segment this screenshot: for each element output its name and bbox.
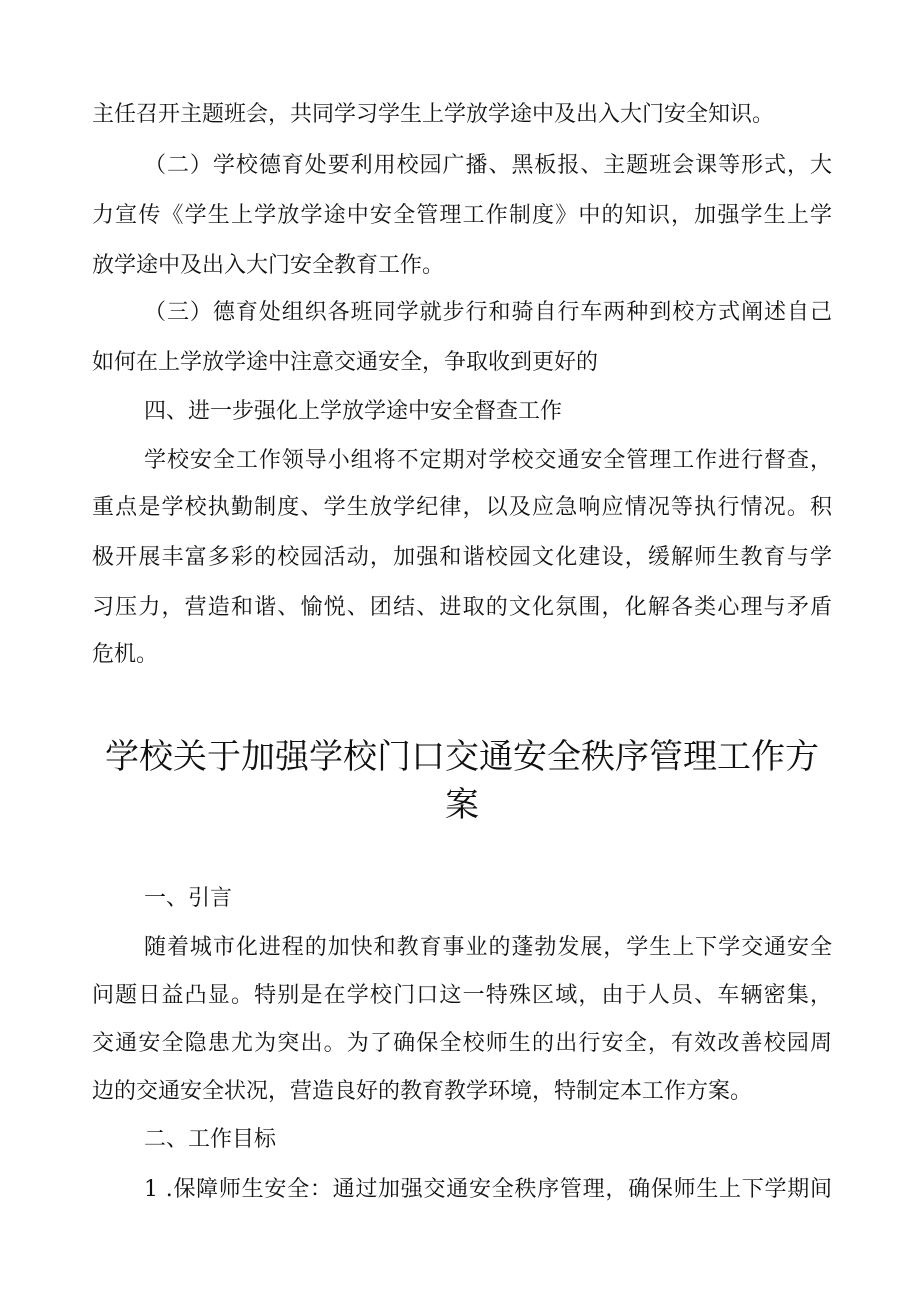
paragraph-line: 极开展丰富多彩的校园活动，加强和谐校园文化建设，缓解师生教育与学 (92, 545, 832, 570)
paragraph-line: 交通安全隐患尤为突出。为了确保全校师生的出行安全，有效改善校园周 (92, 1031, 832, 1056)
document-title-continued: 案 (445, 785, 479, 825)
paragraph-line: 1 .保障师生安全：通过加强交通安全秩序管理，确保师生上下学期间 (144, 1177, 832, 1202)
paragraph-line: （三）德育处组织各班同学就步行和骑自行车两种到校方式阐述自己 (144, 300, 832, 325)
section-heading-intro: 一、引言 (144, 886, 233, 911)
section-heading-goals: 二、工作目标 (144, 1127, 277, 1152)
paragraph-line: （二）学校德育处要利用校园广播、黑板报、主题班会课等形式，大 (144, 153, 832, 178)
paragraph-line: 重点是学校执勤制度、学生放学纪律，以及应急响应情况等执行情况。积 (92, 495, 832, 520)
document-title: 学校关于加强学校门口交通安全秩序管理工作方 (105, 737, 819, 777)
paragraph-line: 主任召开主题班会，共同学习学生上学放学途中及出入大门安全知识。 (92, 102, 775, 127)
paragraph-line: 放学途中及出入大门安全教育工作。 (92, 253, 445, 278)
paragraph-line: 力宣传《学生上学放学途中安全管理工作制度》中的知识，加强学生上学 (92, 203, 832, 228)
paragraph-line: 习压力，营造和谐、愉悦、团结、进取的文化氛围，化解各类心理与矛盾 (92, 595, 832, 620)
paragraph-line: 如何在上学放学途中注意交通安全，争取收到更好的 (92, 350, 599, 375)
paragraph-line: 学校安全工作领导小组将不定期对学校交通安全管理工作进行督查， (144, 448, 832, 473)
paragraph-line: 问题日益凸显。特别是在学校门口这一特殊区域，由于人员、车辆密集， (92, 983, 832, 1008)
paragraph-line: 边的交通安全状况，营造良好的教育教学环境，特制定本工作方案。 (92, 1079, 753, 1104)
paragraph-line: 随着城市化进程的加快和教育事业的蓬勃发展，学生上下学交通安全 (144, 935, 832, 960)
section-heading: 四、进一步强化上学放学途中安全督查工作 (144, 399, 563, 424)
paragraph-line: 危机。 (92, 642, 159, 667)
